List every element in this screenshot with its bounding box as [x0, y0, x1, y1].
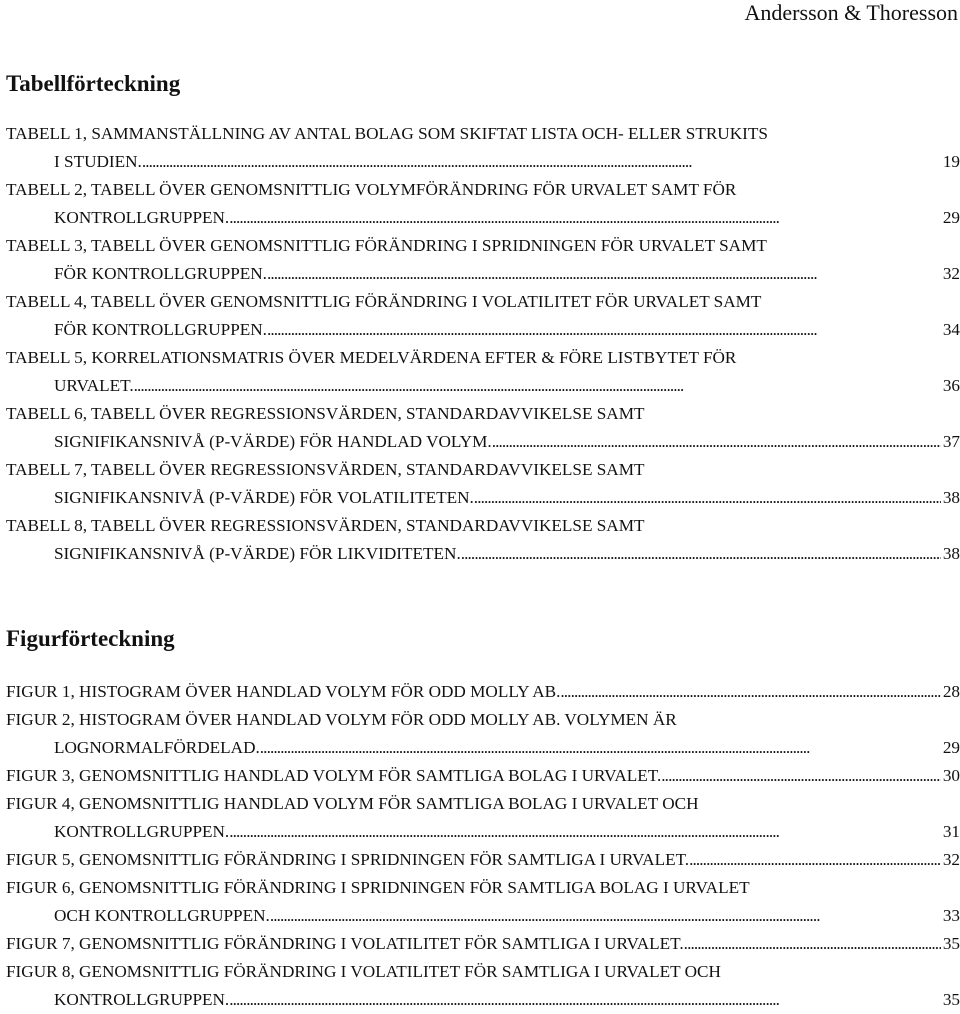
entry-title-line: TABELL 2, TABELL ÖVER GENOMSNITTLIG VOLYMFÖRÄNDRING FÖR URVALET SAMT FÖR — [6, 180, 737, 199]
page-number: 38 — [942, 488, 960, 507]
page-number: 32 — [942, 850, 960, 869]
dot-leader — [474, 484, 941, 512]
entry-title-end: SIGNIFIKANSNIVÅ (P-VÄRDE) FÖR LIKVIDITETEN. — [54, 544, 461, 563]
page-number: 36 — [942, 376, 960, 395]
figure-entry[interactable] — [6, 930, 960, 958]
figure-entry[interactable] — [6, 958, 960, 1014]
entry-leader-line — [6, 846, 960, 874]
entry-title-line: FIGUR 4, GENOMSNITTLIG HANDLAD VOLYM FÖR SAMTLIGA BOLAG I URVALET OCH — [6, 794, 699, 813]
table-entry[interactable] — [6, 232, 960, 288]
figure-entry[interactable] — [6, 846, 960, 874]
entry-leader-line — [6, 902, 960, 930]
dot-leader — [492, 428, 941, 456]
figure-entry[interactable] — [6, 706, 960, 762]
dot-leader — [461, 540, 941, 568]
table-entry[interactable] — [6, 344, 960, 400]
figure-entry[interactable] — [6, 790, 960, 846]
entry-leader-line — [6, 204, 960, 232]
entry-title-line: FIGUR 8, GENOMSNITTLIG FÖRÄNDRING I VOLATILITET FÖR SAMTLIGA I URVALET OCH — [6, 962, 721, 981]
dot-leader — [689, 846, 941, 874]
page-number: 19 — [942, 152, 960, 171]
page-number: 37 — [942, 432, 960, 451]
entry-leader-line — [6, 930, 960, 958]
dot-leader — [134, 372, 941, 400]
dot-leader — [229, 818, 941, 846]
table-entry[interactable] — [6, 288, 960, 344]
entry-title-end: URVALET. — [54, 376, 134, 395]
entry-title-end: FIGUR 7, GENOMSNITTLIG FÖRÄNDRING I VOLATILITET FÖR SAMTLIGA I URVALET. — [6, 934, 684, 953]
entry-title-line: TABELL 8, TABELL ÖVER REGRESSIONSVÄRDEN, STANDARDAVVIKELSE SAMT — [6, 516, 645, 535]
dot-leader — [661, 762, 941, 790]
entry-title-line: FIGUR 6, GENOMSNITTLIG FÖRÄNDRING I SPRIDNINGEN FÖR SAMTLIGA BOLAG I URVALET — [6, 878, 750, 897]
entry-leader-line — [6, 316, 960, 344]
table-entry[interactable] — [6, 400, 960, 456]
table-list — [6, 120, 960, 568]
entry-leader-line — [6, 428, 960, 456]
entry-leader-line — [6, 762, 960, 790]
entry-leader-line — [6, 372, 960, 400]
page-number: 29 — [942, 738, 960, 757]
table-entry[interactable] — [6, 176, 960, 232]
page-number: 30 — [942, 766, 960, 785]
dot-leader — [270, 902, 941, 930]
dot-leader — [142, 148, 941, 176]
page-number: 38 — [942, 544, 960, 563]
entry-title-line: TABELL 3, TABELL ÖVER GENOMSNITTLIG FÖRÄNDRING I SPRIDNINGEN FÖR URVALET SAMT — [6, 236, 767, 255]
figure-entry[interactable] — [6, 678, 960, 706]
dot-leader — [560, 678, 940, 706]
table-list-title: Tabellförteckning — [6, 71, 181, 96]
entry-title-line: TABELL 7, TABELL ÖVER REGRESSIONSVÄRDEN, STANDARDAVVIKELSE SAMT — [6, 460, 645, 479]
entry-title-end: FIGUR 3, GENOMSNITTLIG HANDLAD VOLYM FÖR SAMTLIGA BOLAG I URVALET. — [6, 766, 662, 785]
page-number: 29 — [942, 208, 960, 227]
entry-title-end: SIGNIFIKANSNIVÅ (P-VÄRDE) FÖR HANDLAD VOLYM. — [54, 432, 492, 451]
entry-title-line: FIGUR 2, HISTOGRAM ÖVER HANDLAD VOLYM FÖR ODD MOLLY AB. VOLYMEN ÄR — [6, 710, 677, 729]
entry-title-end: KONTROLLGRUPPEN. — [54, 208, 230, 227]
entry-title-line: TABELL 4, TABELL ÖVER GENOMSNITTLIG FÖRÄNDRING I VOLATILITET FÖR URVALET SAMT — [6, 292, 762, 311]
entry-title-line: TABELL 5, KORRELATIONSMATRIS ÖVER MEDELVÄRDENA EFTER & FÖRE LISTBYTET FÖR — [6, 348, 737, 367]
table-entry[interactable] — [6, 120, 960, 176]
table-entry[interactable] — [6, 512, 960, 568]
entry-title-end: KONTROLLGRUPPEN. — [54, 822, 230, 841]
entry-leader-line — [6, 484, 960, 512]
entry-leader-line — [6, 260, 960, 288]
entry-leader-line — [6, 540, 960, 568]
entry-title-end: FIGUR 5, GENOMSNITTLIG FÖRÄNDRING I SPRIDNINGEN FÖR SAMTLIGA I URVALET. — [6, 850, 690, 869]
entry-leader-line — [6, 734, 960, 762]
figure-entry[interactable] — [6, 874, 960, 930]
entry-leader-line — [6, 678, 960, 706]
entry-leader-line — [6, 148, 960, 176]
entry-title-end: FIGUR 1, HISTOGRAM ÖVER HANDLAD VOLYM FÖR ODD MOLLY AB. — [6, 682, 561, 701]
dot-leader — [684, 930, 941, 958]
figure-entry[interactable] — [6, 762, 960, 790]
dot-leader — [229, 986, 941, 1014]
entry-leader-line — [6, 818, 960, 846]
running-header: Andersson & Thoresson — [744, 0, 958, 25]
page-number: 34 — [942, 320, 960, 339]
entry-title-line: TABELL 1, SAMMANSTÄLLNING AV ANTAL BOLAG SOM SKIFTAT LISTA OCH- ELLER STRUKITS — [6, 124, 768, 143]
entry-title-line: TABELL 6, TABELL ÖVER REGRESSIONSVÄRDEN, STANDARDAVVIKELSE SAMT — [6, 404, 645, 423]
entry-title-end: LOGNORMALFÖRDELAD. — [54, 738, 260, 757]
dot-leader — [260, 734, 941, 762]
figure-list — [6, 678, 960, 1014]
entry-title-end: FÖR KONTROLLGRUPPEN. — [54, 320, 267, 339]
figure-list-title: Figurförteckning — [6, 626, 175, 651]
dot-leader — [229, 204, 941, 232]
entry-title-end: I STUDIEN. — [54, 152, 142, 171]
page-number: 31 — [942, 822, 960, 841]
entry-title-end: OCH KONTROLLGRUPPEN. — [54, 906, 270, 925]
dot-leader — [267, 316, 941, 344]
table-entry[interactable] — [6, 456, 960, 512]
entry-title-end: FÖR KONTROLLGRUPPEN. — [54, 264, 267, 283]
page-number: 33 — [942, 906, 960, 925]
entry-title-end: KONTROLLGRUPPEN. — [54, 990, 230, 1009]
entry-leader-line — [6, 986, 960, 1014]
page-number: 35 — [942, 990, 960, 1009]
page-number: 32 — [942, 264, 960, 283]
dot-leader — [267, 260, 941, 288]
entry-title-end: SIGNIFIKANSNIVÅ (P-VÄRDE) FÖR VOLATILITETEN. — [54, 488, 474, 507]
page-number: 28 — [942, 682, 960, 701]
page-number: 35 — [942, 934, 960, 953]
